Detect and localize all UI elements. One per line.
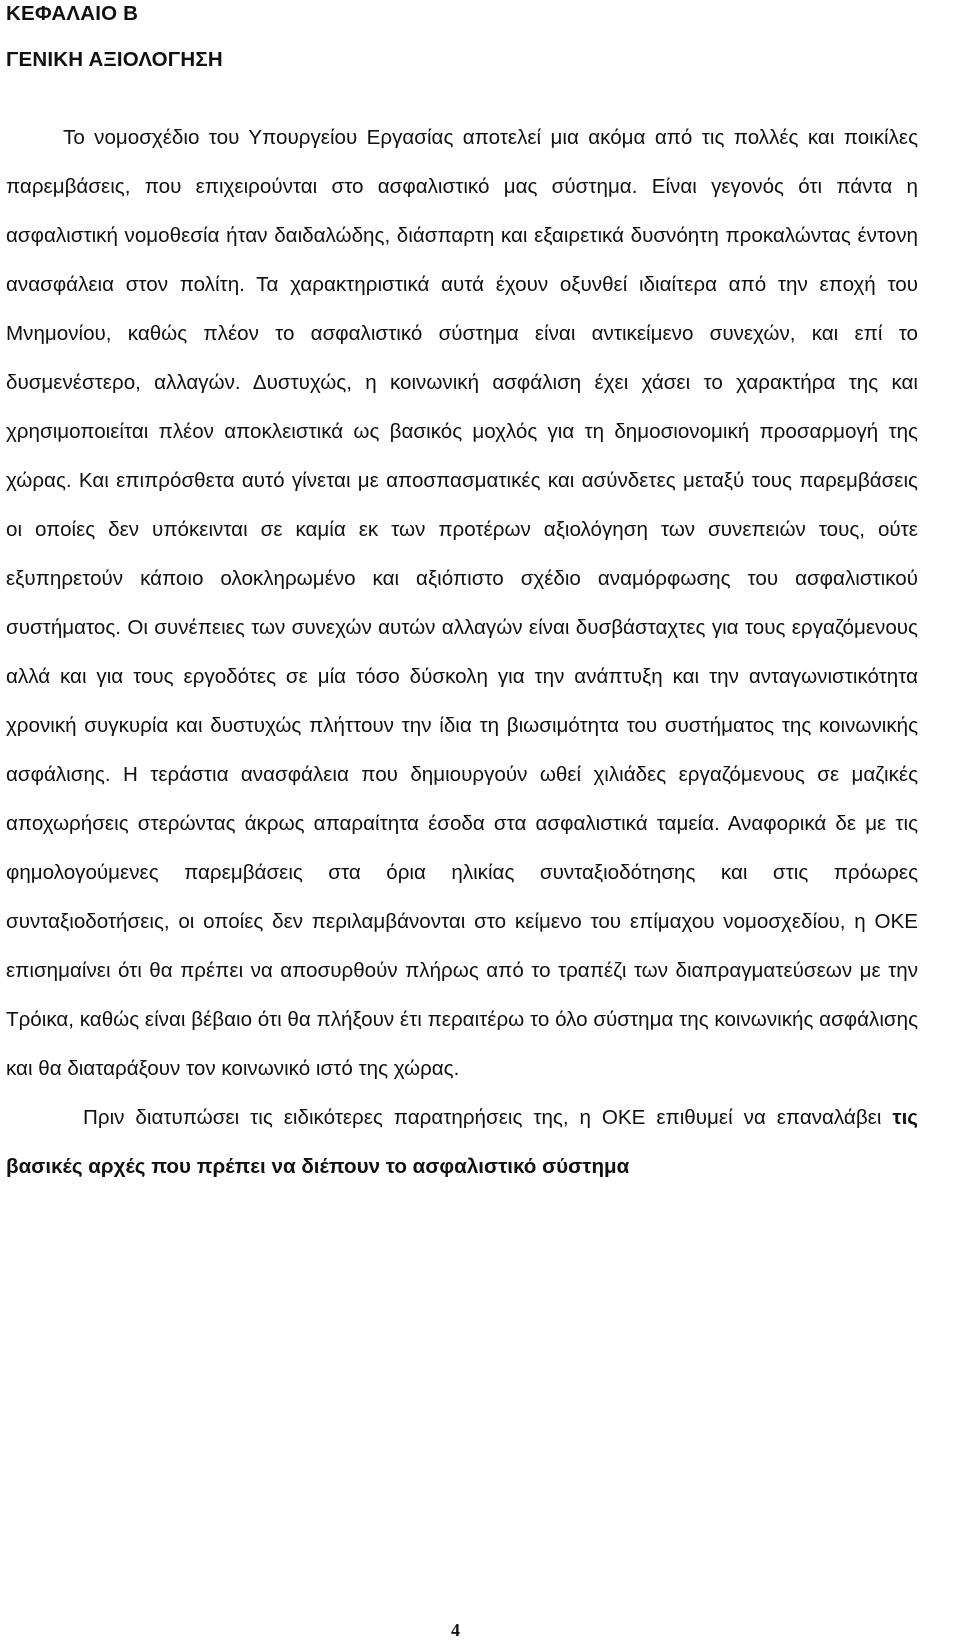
paragraph-general-assessment: Το νομοσχέδιο του Υπουργείου Εργασίας αποτελεί μια ακόμα από τις πολλές και ποικίλες παρεμβάσεις, που επιχειρούνται στο ασφαλιστικό μας σύστημα. Είναι γεγονός ότι πάντα η ασφαλιστική νομοθεσία ήταν δαιδαλώδης, διάσπαρτη και εξαιρετικά δυσνόητη προκαλώντας έντονη ανασφάλεια στον πολίτη. Τα χαρακτηριστικά αυτά έχουν οξυνθεί ιδιαίτερα από την εποχή του Μνημονίου, καθώς πλέον το ασφαλιστικό σύστημα είναι αντικείμενο συνεχών, και επί το δυσμενέστερο, αλλαγών. Δυστυχώς, η κοινωνική ασφάλιση έχει χάσει το χαρακτήρα της και χρησιμοποιείται πλέον αποκλειστικά ως βασικός μοχλός για τη δημοσιονομική προσαρμογή της χώρας. Και επιπρόσθετα αυτό γίνεται με αποσπασματικές και ασύνδετες μεταξύ τους παρεμβάσεις οι οποίες δεν υπόκεινται σε καμία εκ των προτέρων αξιολόγηση των συνεπειών τους, ούτε εξυπηρετούν κάποιο ολοκληρωμένο και αξιόπιστο σχέδιο αναμόρφωσης του ασφαλιστικού συστήματος. Οι συνέπειες των συνεχών αυτών αλλαγών είναι δυσβάσταχτες για τους εργαζόμενους αλλά και για τους εργοδότες σε μία τόσο δύσκολη για την ανάπτυξη και την ανταγωνιστικότητα χρονική συγκυρία και δυστυχώς πλήττουν την ίδια τη βιωσιμότητα του συστήματος της κοινωνικής ασφάλισης. Η τεράστια ανασφάλεια που δημιουργούν ωθεί χιλιάδες εργαζόμενους σε μαζικές αποχωρήσεις στερώντας άκρως απαραίτητα έσοδα στα ασφαλιστικά ταμεία. Αναφορικά δε με τις φημολογούμενες παρεμβάσεις στα όρια ηλικίας συνταξιοδότησης και στις πρόωρες συνταξιοδοτήσεις, οι οποίες δεν περιλαμβάνονται στο κείμενο του επίμαχου νομοσχεδίου, η ΟΚΕ επισημαίνει ότι θα πρέπει να αποσυρθούν πλήρως από το τραπέζι των διαπραγματεύσεων με την Τρόικα, καθώς είναι βέβαιο ότι θα πλήξουν έτι περαιτέρω το όλο σύστημα της κοινωνικής ασφάλισης και θα διαταράξουν τον κοινωνικό ιστό της χώρας. [6,126,918,1080]
chapter-heading: ΚΕΦΑΛΑΙΟ Β [6,2,139,25]
paragraph-basic-principles [6,1093,918,1191]
paragraph-lead-text: Πριν διατυπώσει τις ειδικότερες παρατηρήσεις της, η ΟΚΕ επιθυμεί να επαναλάβει [83,1106,893,1129]
paragraph-bold-text: τις βασικές αρχές που πρέπει να διέπουν το ασφαλιστικό σύστημα [6,1106,918,1178]
section-title: ΓΕΝΙΚΗ ΑΞΙΟΛΟΓΗΣΗ [6,48,223,71]
page-number: 4 [451,1620,460,1640]
